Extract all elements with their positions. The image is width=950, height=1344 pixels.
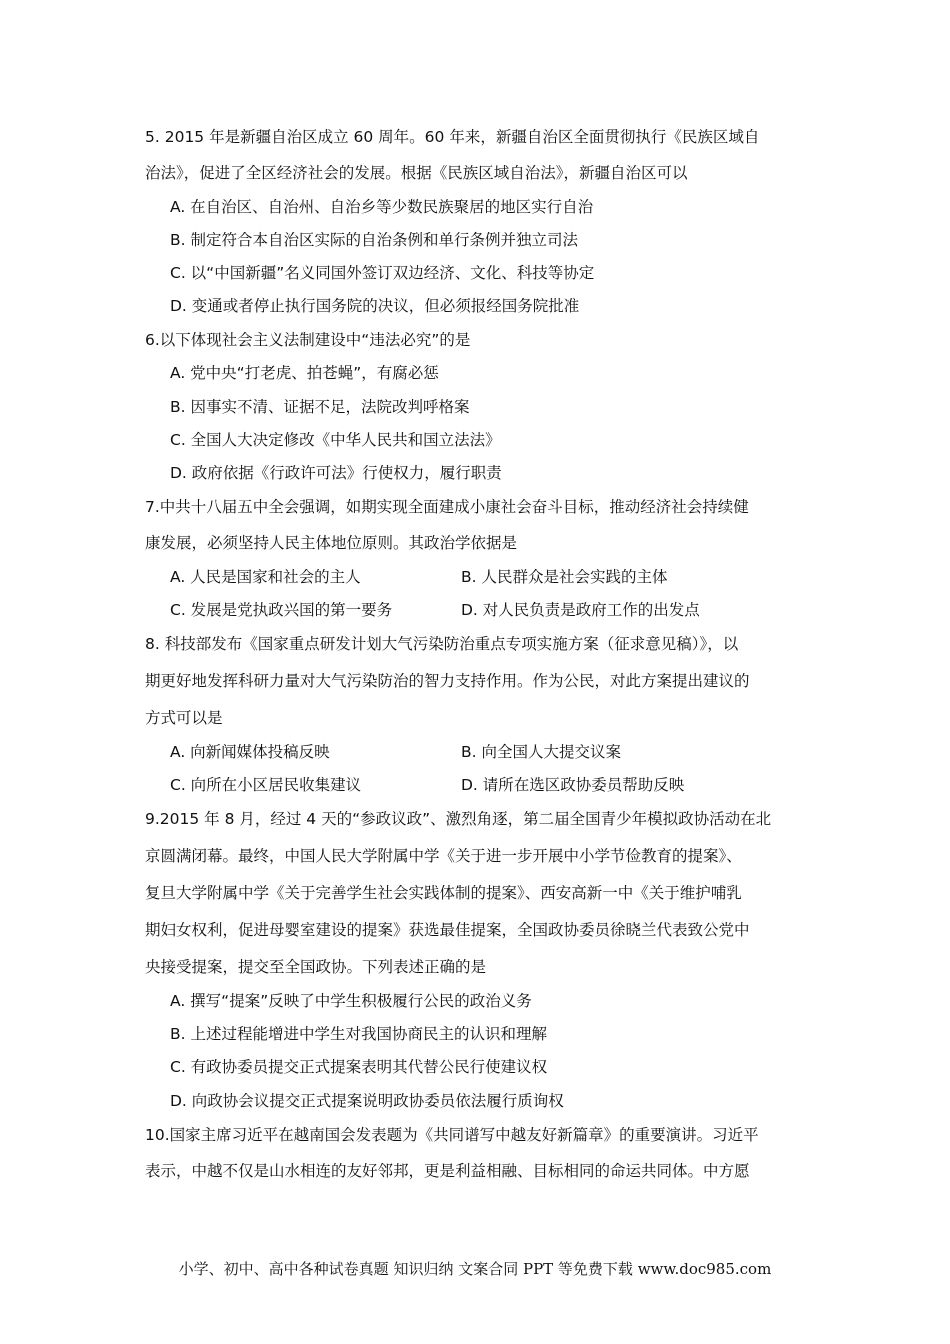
q9-stem-line-4: 期妇女权利，促进母婴室建设的提案》获选最佳提案，全国政协委员徐晓兰代表致公党中 bbox=[145, 921, 750, 939]
q8-option-a: A. 向新闻媒体投稿反映 bbox=[170, 743, 330, 761]
q9-stem-line-5: 央接受提案，提交至全国政协。下列表述正确的是 bbox=[145, 958, 487, 976]
q6-option-c: C. 全国人大决定修改《中华人民共和国立法法》 bbox=[170, 431, 501, 449]
q6-option-b: B. 因事实不清、证据不足，法院改判呼格案 bbox=[170, 398, 470, 416]
q5-option-d: D. 变通或者停止执行国务院的决议，但必须报经国务院批准 bbox=[170, 297, 580, 315]
q9-option-a: A. 撰写“提案”反映了中学生积极履行公民的政治义务 bbox=[170, 992, 532, 1010]
q8-option-b: B. 向全国人大提交议案 bbox=[461, 743, 621, 761]
q7-option-d: D. 对人民负责是政府工作的出发点 bbox=[461, 601, 700, 619]
q8-stem-line-3: 方式可以是 bbox=[145, 709, 223, 727]
q5-option-b: B. 制定符合本自治区实际的自治条例和单行条例并独立司法 bbox=[170, 231, 578, 249]
q7-option-c: C. 发展是党执政兴国的第一要务 bbox=[170, 601, 393, 619]
q10-stem-line-2: 表示，中越不仅是山水相连的友好邻邦，更是利益相融、目标相同的命运共同体。中方愿 bbox=[145, 1162, 750, 1180]
q8-option-c: C. 向所在小区居民收集建议 bbox=[170, 776, 362, 794]
q8-option-d: D. 请所在选区政协委员帮助反映 bbox=[461, 776, 685, 794]
q7-stem-line-2: 康发展，必须坚持人民主体地位原则。其政治学依据是 bbox=[145, 534, 518, 552]
q5-stem-line-2: 治法》，促进了全区经济社会的发展。根据《民族区域自治法》，新疆自治区可以 bbox=[145, 164, 688, 182]
q9-option-d: D. 向政协会议提交正式提案说明政协委员依法履行质询权 bbox=[170, 1092, 564, 1110]
q7-option-b: B. 人民群众是社会实践的主体 bbox=[461, 568, 668, 586]
q8-stem-line-2: 期更好地发挥科研力量对大气污染防治的智力支持作用。作为公民，对此方案提出建议的 bbox=[145, 672, 750, 690]
q7-stem-line-1: 7.中共十八届五中全会强调，如期实现全面建成小康社会奋斗目标，推动经济社会持续健 bbox=[145, 498, 749, 516]
q6-option-d: D. 政府依据《行政许可法》行使权力，履行职责 bbox=[170, 464, 502, 482]
q10-stem-line-1: 10.国家主席习近平在越南国会发表题为《共同谱写中越友好新篇章》的重要演讲。习近平 bbox=[145, 1126, 759, 1144]
q9-stem-line-1: 9.2015 年 8 月，经过 4 天的“参政议政”、激烈角逐，第二届全国青少年模拟政协活动在北 bbox=[145, 810, 772, 828]
q9-stem-line-3: 复旦大学附属中学《关于完善学生社会实践体制的提案》、西安高新一中《关于维护哺乳 bbox=[145, 884, 742, 902]
q9-stem-line-2: 京圆满闭幕。最终，中国人民大学附属中学《关于进一步开展中小学节俭教育的提案》、 bbox=[145, 847, 742, 865]
q6-option-a: A. 党中央“打老虎、拍苍蝇”，有腐必惩 bbox=[170, 364, 439, 382]
q9-option-b: B. 上述过程能增进中学生对我国协商民主的认识和理解 bbox=[170, 1025, 547, 1043]
q5-option-c: C. 以“中国新疆”名义同国外签订双边经济、文化、科技等协定 bbox=[170, 264, 595, 282]
q9-option-c: C. 有政协委员提交正式提案表明其代替公民行使建议权 bbox=[170, 1058, 548, 1076]
q6-stem-line-1: 6.以下体现社会主义法制建设中“违法必究”的是 bbox=[145, 331, 471, 349]
q5-stem-line-1: 5. 2015 年是新疆自治区成立 60 周年。60 年来，新疆自治区全面贯彻执行《民族区域自 bbox=[145, 128, 760, 146]
page-footer: 小学、初中、高中各种试卷真题 知识归纳 文案合同 PPT 等免费下载 www.doc985.com bbox=[178, 1260, 772, 1278]
q7-option-a: A. 人民是国家和社会的主人 bbox=[170, 568, 361, 586]
q5-option-a: A. 在自治区、自治州、自治乡等少数民族聚居的地区实行自治 bbox=[170, 198, 594, 216]
q8-stem-line-1: 8. 科技部发布《国家重点研发计划大气污染防治重点专项实施方案（征求意见稿）》，以 bbox=[145, 635, 739, 653]
